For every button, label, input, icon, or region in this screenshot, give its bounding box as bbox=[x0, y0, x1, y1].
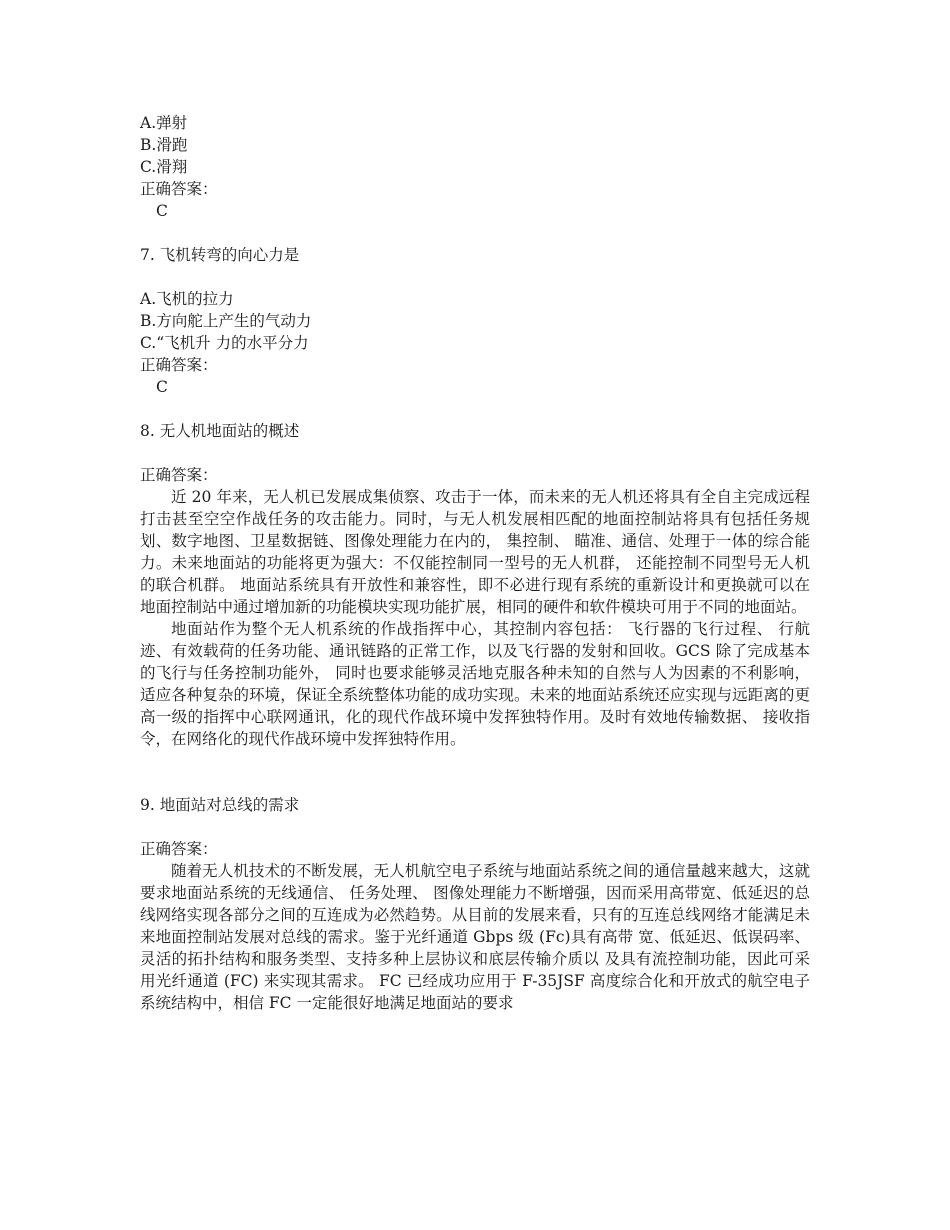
question-8 bbox=[140, 420, 810, 750]
option-b: B.滑跑 bbox=[140, 136, 188, 154]
question-9 bbox=[140, 794, 810, 1014]
question-title: 8. 无人机地面站的概述 bbox=[140, 422, 300, 440]
answer-paragraph: 随着无人机技术的不断发展，无人机航空电子系统与地面站系统之间的通信量越来越大，这就要求地面站系统的无线通信、 任务处理、 图像处理能力不断增强，因而采用高带宽、低延迟的总线网络实现各部分之间的互连成为必然趋势。从目前的发展来看，只有的互连总线网络才能满足未来地面控制站发展对总线的需求。鉴于光纤通道 Gbps 级 (Fc)具有高带 宽、低延迟、低误码率、灵活的拓扑结构和服务类型、支持多种上层协议和底层传输介质以 及具有流控制功能，因此可采用光纤通道 (FC) 来实现其需求。 FC 已经成功应用于 F-35JSF 高度综合化和开放式的航空电子系统结构中，相信 FC 一定能很好地满足地面站的要求 bbox=[140, 862, 810, 1012]
document-page bbox=[140, 112, 810, 1014]
answer-value: C bbox=[156, 378, 168, 396]
option-a: A.弹射 bbox=[140, 114, 188, 132]
answer-value: C bbox=[156, 202, 168, 220]
answer-label: 正确答案： bbox=[140, 466, 218, 484]
option-b: B.方向舵上产生的气动力 bbox=[140, 312, 312, 330]
option-c: C.滑翔 bbox=[140, 158, 188, 176]
option-a: A.飞机的拉力 bbox=[140, 290, 234, 308]
answer-label: 正确答案： bbox=[140, 840, 218, 858]
answer-paragraph: 近 20 年来，无人机已发展成集侦察、攻击于一体，而未来的无人机还将具有全自主完成远程打击甚至空空作战任务的攻击能力。同时，与无人机发展相匹配的地面控制站将具有包括任务规划、数字地图、卫星数据链、图像处理能力在内的， 集控制、 瞄准、通信、处理于一体的综合能力。未来地面站的功能将更为强大：不仅能控制同一型号的无人机群， 还能控制不同型号无人机的联合机群。 地面站系统具有开放性和兼容性，即不必进行现有系统的重新设计和更换就可以在地面控制站中通过增加新的功能模块实现功能扩展，相同的硬件和软件模块可用于不同的地面站。 bbox=[140, 488, 810, 616]
answer-paragraph: 地面站作为整个无人机系统的作战指挥中心，其控制内容包括： 飞行器的飞行过程、 行航迹、有效载荷的任务功能、通讯链路的正常工作，以及飞行器的发射和回收。GCS 除了完成基本的飞行与任务控制功能外， 同时也要求能够灵活地克服各种未知的自然与人为因素的不利影响， 适应各种复杂的环境，保证全系统整体功能的成功实现。未来的地面站系统还应实现与远距离的更高一级的指挥中心联网通讯，化的现代作战环境中发挥独特作用。及时有效地传输数据、 接收指令，在网络化的现代作战环境中发挥独特作用。 bbox=[140, 620, 810, 748]
question-7 bbox=[140, 244, 810, 398]
question-6 bbox=[140, 112, 810, 222]
question-title: 7. 飞机转弯的向心力是 bbox=[140, 246, 300, 264]
option-c: C.“飞机升 力的水平分力 bbox=[140, 334, 309, 352]
answer-label: 正确答案： bbox=[140, 356, 218, 374]
answer-label: 正确答案： bbox=[140, 180, 218, 198]
question-title: 9. 地面站对总线的需求 bbox=[140, 796, 300, 814]
